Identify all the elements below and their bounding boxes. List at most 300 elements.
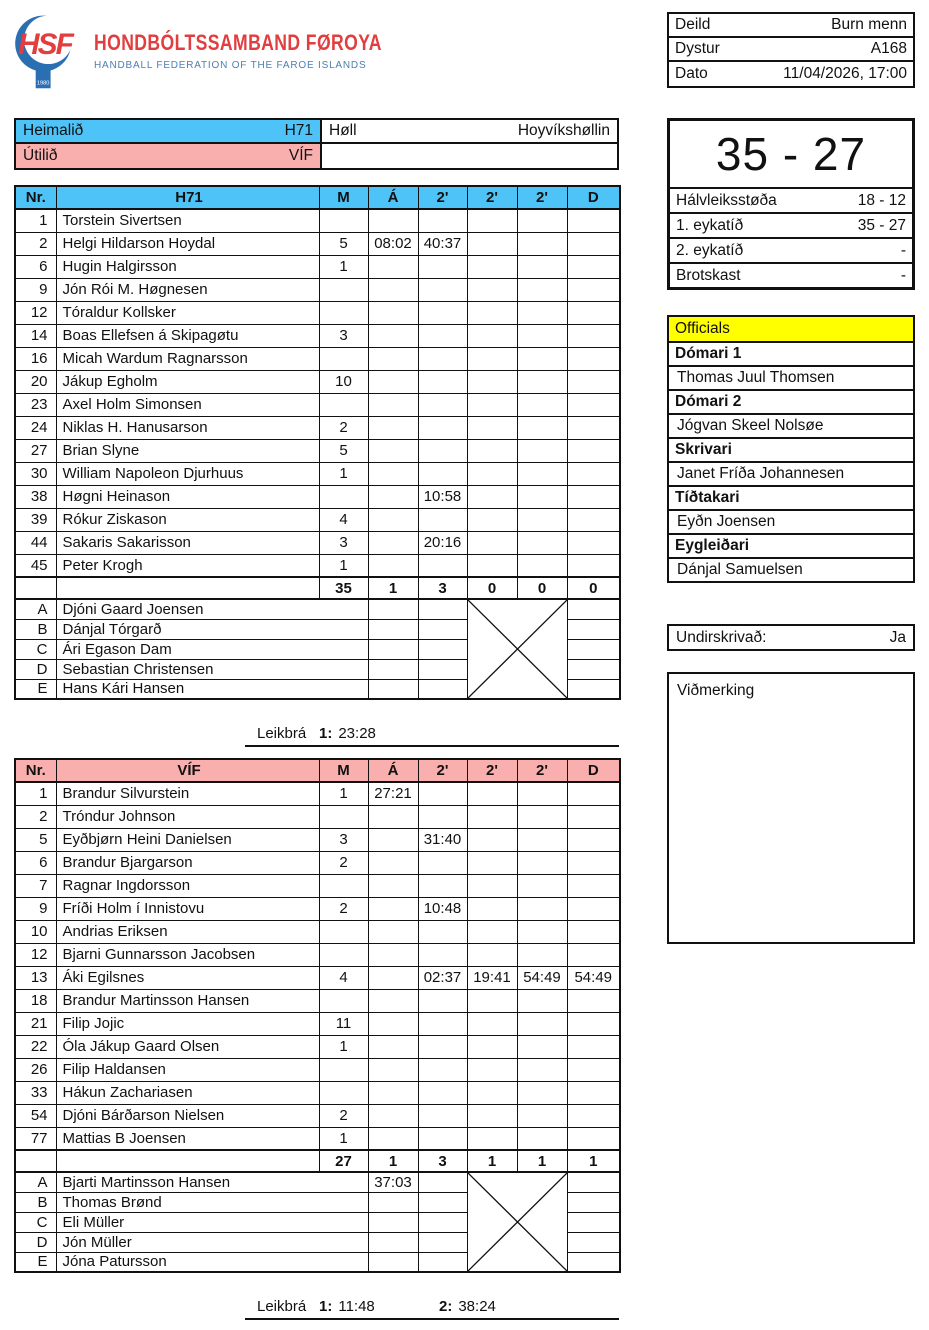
player-name-cell: Brandur Bjargarson: [56, 851, 319, 874]
stat-column-header: M: [319, 186, 368, 209]
stat-cell: [467, 531, 517, 554]
stat-cell: [517, 554, 567, 577]
stat-cell: [418, 1035, 467, 1058]
stat-cell: [418, 324, 467, 347]
player-name-cell: Eyðbjørn Heini Danielsen: [56, 828, 319, 851]
stat-cell: 08:02: [368, 232, 418, 255]
player-number-cell: 45: [15, 554, 56, 577]
stat-cell: 1: [319, 255, 368, 278]
stat-cell: [517, 508, 567, 531]
stat-cell: [467, 347, 517, 370]
player-name-cell: Axel Holm Simonsen: [56, 393, 319, 416]
home-team-cell: [16, 120, 322, 142]
stat-cell: [368, 370, 418, 393]
stat-cell: [368, 278, 418, 301]
stat-cell: [567, 278, 620, 301]
player-number-cell: 10: [15, 920, 56, 943]
player-name-cell: Óla Jákup Gaard Olsen: [56, 1035, 319, 1058]
signature-value: Ja: [889, 628, 906, 646]
player-row: [15, 232, 620, 255]
player-name-cell: Hákun Zachariasen: [56, 1081, 319, 1104]
stat-cell: [368, 1035, 418, 1058]
stat-cell: [567, 1104, 620, 1127]
leikbra-period: 1:: [319, 1298, 333, 1315]
stat-cell: [418, 679, 467, 699]
stat-cell: [467, 1081, 517, 1104]
stat-cell: [467, 1104, 517, 1127]
stat-cell: [368, 1232, 418, 1252]
stat-cell: [567, 874, 620, 897]
meta-label: Dystur: [675, 40, 720, 57]
totals-value-cell: 1: [368, 577, 418, 599]
stat-cell: [567, 679, 620, 699]
player-row: [15, 920, 620, 943]
stat-cell: [418, 439, 467, 462]
crossed-out-cell: [467, 599, 567, 699]
nr-column-header: Nr.: [15, 186, 56, 209]
player-name-cell: Fríði Holm í Innistovu: [56, 897, 319, 920]
player-name-cell: William Napoleon Djurhuus: [56, 462, 319, 485]
player-number-cell: 24: [15, 416, 56, 439]
stat-cell: [418, 1058, 467, 1081]
leikbra-period: 1:: [319, 725, 333, 742]
stat-cell: [567, 416, 620, 439]
bench-letter-cell: A: [15, 599, 56, 619]
stat-cell: [368, 416, 418, 439]
stat-cell: [418, 1012, 467, 1035]
score-row-value: 18 - 12: [857, 191, 906, 209]
official-role-row: Dómari 1: [669, 341, 913, 365]
stat-cell: [517, 324, 567, 347]
bench-name-cell: Sebastian Christensen: [56, 659, 368, 679]
totals-value-cell: 3: [418, 1150, 467, 1172]
stat-cell: [418, 416, 467, 439]
stat-cell: 40:37: [418, 232, 467, 255]
stat-cell: [517, 301, 567, 324]
stat-cell: [418, 659, 467, 679]
stat-cell: 2: [319, 897, 368, 920]
meta-value: 11/04/2026, 17:00: [783, 65, 907, 82]
meta-row: [669, 62, 913, 86]
stat-cell: 1: [319, 462, 368, 485]
stat-cell: [567, 347, 620, 370]
stat-cell: [517, 874, 567, 897]
stat-cell: [517, 897, 567, 920]
bench-letter-cell: B: [15, 619, 56, 639]
player-name-cell: Filip Jojic: [56, 1012, 319, 1035]
stat-cell: [368, 1192, 418, 1212]
away-team-name: VÍF: [288, 147, 313, 164]
meta-label: Dato: [675, 65, 708, 82]
away-team-cell: [16, 144, 322, 168]
home-row: [16, 120, 617, 144]
stat-cell: [319, 301, 368, 324]
stat-cell: [368, 209, 418, 232]
crossed-out-cell: [467, 1172, 567, 1272]
stat-cell: [418, 920, 467, 943]
official-role-row: Eygleiðari: [669, 533, 913, 557]
stat-cell: 4: [319, 966, 368, 989]
stat-cell: [368, 1252, 418, 1272]
player-number-cell: 1: [15, 209, 56, 232]
stat-cell: [467, 782, 517, 805]
stat-cell: [517, 278, 567, 301]
meta-row: [669, 14, 913, 38]
stat-cell: [418, 1104, 467, 1127]
player-name-cell: Brandur Silvurstein: [56, 782, 319, 805]
player-name-cell: Torstein Sivertsen: [56, 209, 319, 232]
stat-cell: [567, 485, 620, 508]
stat-cell: [368, 485, 418, 508]
stat-cell: [418, 782, 467, 805]
stat-cell: 4: [319, 508, 368, 531]
stat-cell: [467, 462, 517, 485]
bench-row: [15, 1172, 620, 1192]
player-number-cell: 22: [15, 1035, 56, 1058]
stat-cell: [368, 1104, 418, 1127]
stat-column-header: D: [567, 759, 620, 782]
stat-column-header: 2': [467, 186, 517, 209]
stat-cell: [467, 416, 517, 439]
stat-cell: [467, 278, 517, 301]
player-number-cell: 30: [15, 462, 56, 485]
stat-cell: [517, 943, 567, 966]
totals-value-cell: 1: [567, 1150, 620, 1172]
signature-box: [667, 624, 915, 651]
stat-cell: [467, 1127, 517, 1150]
stat-cell: 1: [319, 1035, 368, 1058]
player-number-cell: 9: [15, 897, 56, 920]
stat-cell: [517, 920, 567, 943]
stat-column-header: 2': [517, 186, 567, 209]
stat-cell: [467, 209, 517, 232]
player-number-cell: 18: [15, 989, 56, 1012]
player-row: [15, 1012, 620, 1035]
federation-name: HONDBÓLTSSAMBAND FØROYA: [94, 30, 382, 55]
remarks-label: Viðmerking: [677, 682, 755, 699]
stat-cell: [368, 1212, 418, 1232]
stat-cell: [517, 370, 567, 393]
stat-cell: [467, 1035, 517, 1058]
bench-letter-cell: B: [15, 1192, 56, 1212]
score-row-value: -: [900, 266, 906, 284]
stat-cell: [418, 1212, 467, 1232]
meta-value: Burn menn: [831, 16, 907, 33]
stat-cell: [567, 943, 620, 966]
stat-cell: [567, 805, 620, 828]
stat-cell: [368, 851, 418, 874]
meta-row: [669, 38, 913, 62]
stat-cell: [319, 805, 368, 828]
stat-cell: [368, 679, 418, 699]
stat-cell: [567, 1212, 620, 1232]
stat-cell: 31:40: [418, 828, 467, 851]
stat-cell: [368, 639, 418, 659]
team-name-header: H71: [56, 186, 319, 209]
stat-column-header: 2': [418, 186, 467, 209]
official-name-row: Jógvan Skeel Nolsøe: [669, 413, 913, 437]
stat-cell: [567, 599, 620, 619]
stat-cell: [567, 508, 620, 531]
cross-mark: [468, 600, 567, 698]
totals-nr-cell: [15, 1150, 56, 1172]
player-name-cell: Andrias Eriksen: [56, 920, 319, 943]
stat-cell: [368, 255, 418, 278]
leikbra-time: 11:48: [338, 1298, 375, 1315]
stat-cell: [567, 324, 620, 347]
totals-value-cell: 27: [319, 1150, 368, 1172]
player-name-cell: Boas Ellefsen á Skipagøtu: [56, 324, 319, 347]
stat-cell: [567, 209, 620, 232]
stat-cell: [368, 508, 418, 531]
player-name-cell: Bjarni Gunnarsson Jacobsen: [56, 943, 319, 966]
bench-name-cell: Thomas Brønd: [56, 1192, 368, 1212]
stat-cell: [567, 782, 620, 805]
player-row: [15, 393, 620, 416]
stat-cell: 27:21: [368, 782, 418, 805]
stat-cell: [517, 1035, 567, 1058]
stat-cell: [467, 1058, 517, 1081]
officials-title: Officials: [669, 317, 913, 341]
stat-cell: [467, 232, 517, 255]
player-row: [15, 1058, 620, 1081]
federation-brand: [14, 10, 454, 92]
stat-cell: [467, 370, 517, 393]
logo-letters: HSF: [17, 27, 73, 61]
player-name-cell: Tóraldur Kollsker: [56, 301, 319, 324]
player-number-cell: 6: [15, 851, 56, 874]
player-name-cell: Filip Haldansen: [56, 1058, 319, 1081]
player-row: [15, 370, 620, 393]
away-leikbra: [14, 1297, 619, 1320]
player-number-cell: 9: [15, 278, 56, 301]
stat-cell: [517, 209, 567, 232]
stat-cell: [418, 1252, 467, 1272]
stat-cell: [418, 1172, 467, 1192]
stat-cell: [418, 1081, 467, 1104]
stat-cell: [517, 462, 567, 485]
score-row: [670, 237, 912, 262]
stat-cell: [567, 619, 620, 639]
leikbra-line: [245, 1297, 619, 1320]
player-number-cell: 2: [15, 805, 56, 828]
stat-cell: [567, 301, 620, 324]
stat-cell: 11: [319, 1012, 368, 1035]
stat-column-header: Á: [368, 186, 418, 209]
score-row-value: -: [900, 241, 906, 259]
player-name-cell: Sakaris Sakarisson: [56, 531, 319, 554]
stat-cell: 5: [319, 232, 368, 255]
player-name-cell: Brandur Martinsson Hansen: [56, 989, 319, 1012]
player-name-cell: Rókur Ziskason: [56, 508, 319, 531]
stat-cell: [418, 508, 467, 531]
totals-value-cell: 1: [467, 1150, 517, 1172]
player-number-cell: 44: [15, 531, 56, 554]
player-row: [15, 485, 620, 508]
bench-name-cell: Hans Kári Hansen: [56, 679, 368, 699]
stat-cell: [418, 370, 467, 393]
stat-column-header: Á: [368, 759, 418, 782]
player-row: [15, 1104, 620, 1127]
stat-cell: [467, 1012, 517, 1035]
official-name-row: Eyðn Joensen: [669, 509, 913, 533]
player-number-cell: 2: [15, 232, 56, 255]
stat-column-header: 2': [517, 759, 567, 782]
leikbra-label: Leikbrá: [257, 1298, 307, 1315]
stat-cell: [467, 989, 517, 1012]
player-name-cell: Áki Egilsnes: [56, 966, 319, 989]
stat-cell: [418, 599, 467, 619]
score-row-value: 35 - 27: [857, 216, 906, 234]
stat-cell: [418, 989, 467, 1012]
federation-subtitle: HANDBALL FEDERATION OF THE FAROE ISLANDS: [94, 60, 367, 71]
stat-cell: [517, 828, 567, 851]
official-role-row: Dómari 2: [669, 389, 913, 413]
stat-cell: 37:03: [368, 1172, 418, 1192]
stat-cell: [319, 943, 368, 966]
player-row: [15, 255, 620, 278]
stat-cell: 10:48: [418, 897, 467, 920]
stat-cell: [368, 897, 418, 920]
stat-cell: [368, 347, 418, 370]
stat-column-header: D: [567, 186, 620, 209]
stat-cell: [467, 393, 517, 416]
stat-cell: [368, 659, 418, 679]
player-name-cell: Jón Rói M. Høgnesen: [56, 278, 319, 301]
stat-cell: [319, 278, 368, 301]
federation-logo-icon: [14, 10, 76, 92]
stat-cell: [319, 347, 368, 370]
stat-cell: [567, 1172, 620, 1192]
logo-year: 1980: [36, 80, 50, 87]
bench-letter-cell: A: [15, 1172, 56, 1192]
stat-cell: [418, 393, 467, 416]
stat-cell: 54:49: [567, 966, 620, 989]
stat-cell: [418, 851, 467, 874]
stat-cell: [567, 1081, 620, 1104]
stat-cell: [567, 531, 620, 554]
stat-cell: [467, 439, 517, 462]
stat-cell: [567, 920, 620, 943]
stat-cell: [567, 989, 620, 1012]
home-leikbra: [14, 724, 619, 747]
player-number-cell: 27: [15, 439, 56, 462]
totals-name-cell: [56, 1150, 319, 1172]
player-number-cell: 23: [15, 393, 56, 416]
bench-letter-cell: E: [15, 679, 56, 699]
player-name-cell: Ragnar Ingdorsson: [56, 874, 319, 897]
signature-label: Undirskrivað:: [676, 628, 767, 646]
stat-cell: [567, 851, 620, 874]
totals-value-cell: 1: [368, 1150, 418, 1172]
player-number-cell: 33: [15, 1081, 56, 1104]
player-name-cell: Høgni Heinason: [56, 485, 319, 508]
stat-cell: 1: [319, 554, 368, 577]
home-roster-table: [14, 185, 621, 700]
score-row: [670, 262, 912, 287]
player-number-cell: 38: [15, 485, 56, 508]
stat-cell: [368, 599, 418, 619]
stat-cell: [368, 966, 418, 989]
leikbra-time: 23:28: [338, 725, 376, 742]
stat-cell: 2: [319, 851, 368, 874]
meta-label: Deild: [675, 16, 711, 33]
player-name-cell: Helgi Hildarson Hoydal: [56, 232, 319, 255]
player-number-cell: 54: [15, 1104, 56, 1127]
stat-cell: [368, 619, 418, 639]
stat-cell: [418, 1232, 467, 1252]
player-name-cell: Tróndur Johnson: [56, 805, 319, 828]
player-name-cell: Mattias B Joensen: [56, 1127, 319, 1150]
stat-cell: [319, 874, 368, 897]
player-row: [15, 989, 620, 1012]
stat-cell: [368, 393, 418, 416]
stat-cell: [567, 897, 620, 920]
stat-column-header: M: [319, 759, 368, 782]
away-row: [16, 144, 617, 168]
stat-cell: [368, 989, 418, 1012]
player-number-cell: 12: [15, 943, 56, 966]
bench-letter-cell: C: [15, 639, 56, 659]
stat-cell: [517, 416, 567, 439]
stat-cell: [467, 255, 517, 278]
totals-value-cell: 1: [517, 1150, 567, 1172]
stat-cell: [567, 439, 620, 462]
score-row-label: 2. eykatíð: [676, 241, 744, 259]
totals-nr-cell: [15, 577, 56, 599]
stat-cell: [368, 439, 418, 462]
stat-cell: [567, 1035, 620, 1058]
player-name-cell: Jákup Egholm: [56, 370, 319, 393]
leikbra-period: 2:: [439, 1298, 453, 1315]
stat-cell: [418, 874, 467, 897]
stat-cell: [517, 1012, 567, 1035]
stat-cell: [368, 920, 418, 943]
stat-cell: 54:49: [517, 966, 567, 989]
score-box: [667, 118, 915, 290]
stat-cell: [319, 393, 368, 416]
totals-value-cell: 0: [517, 577, 567, 599]
player-row: [15, 278, 620, 301]
stat-cell: [368, 1127, 418, 1150]
stat-cell: [517, 1127, 567, 1150]
stat-cell: [567, 1192, 620, 1212]
stat-cell: [517, 439, 567, 462]
player-row: [15, 782, 620, 805]
stat-cell: [517, 989, 567, 1012]
score-row-label: 1. eykatíð: [676, 216, 744, 234]
leikbra-line: [245, 724, 619, 747]
stat-cell: [418, 554, 467, 577]
player-number-cell: 5: [15, 828, 56, 851]
stat-cell: [517, 485, 567, 508]
score-row: [670, 187, 912, 212]
player-number-cell: 16: [15, 347, 56, 370]
stat-cell: [418, 1192, 467, 1212]
stat-cell: [517, 393, 567, 416]
leikbra-entry: [319, 725, 439, 742]
stat-cell: [368, 531, 418, 554]
home-label: Heimalið: [23, 122, 84, 139]
hall-label: Høll: [329, 122, 357, 139]
player-name-cell: Peter Krogh: [56, 554, 319, 577]
bench-name-cell: Jón Müller: [56, 1232, 368, 1252]
stat-cell: [319, 989, 368, 1012]
player-number-cell: 13: [15, 966, 56, 989]
stat-cell: [567, 554, 620, 577]
player-row: [15, 828, 620, 851]
stat-cell: [567, 1058, 620, 1081]
